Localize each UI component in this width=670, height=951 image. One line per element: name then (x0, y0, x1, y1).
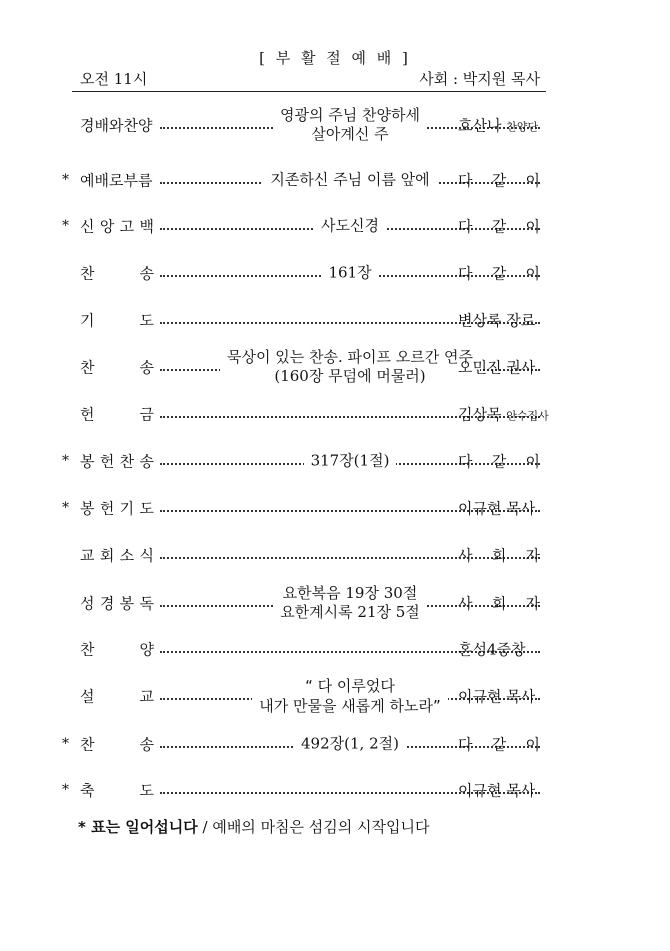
item-label-char: 신 (80, 217, 95, 236)
item-performer (458, 357, 540, 378)
performer-char: 회 (491, 546, 507, 565)
order-item (0, 160, 670, 200)
presider: 사회 : 박지원 목사 (419, 70, 540, 88)
footnote (78, 816, 430, 837)
item-label-char: 백 (139, 217, 154, 236)
performer-char: 같 (491, 171, 507, 190)
item-label-char: 송 (139, 264, 154, 283)
item-label-char: 성 (80, 594, 95, 613)
item-label-char: 봉 (80, 452, 95, 471)
item-label (80, 686, 154, 707)
item-label-char: 찬 (80, 735, 95, 754)
performer-name: 이규현 목사 (458, 499, 536, 518)
performer-char: 다 (458, 264, 473, 283)
item-label-char: 독 (139, 594, 154, 613)
performer-char: 이 (525, 735, 540, 754)
content-line: 영광의 주님 찬양하세 (280, 106, 420, 124)
item-label-char: 기 (119, 499, 135, 518)
order-item (0, 535, 670, 575)
order-item (0, 347, 670, 387)
order-item (0, 629, 670, 669)
item-label (80, 639, 154, 660)
item-label-char: 송 (139, 358, 154, 377)
content-line: 317장(1절) (310, 451, 390, 470)
item-label-char: 송 (139, 735, 154, 754)
item-label-char: 도 (139, 781, 154, 800)
item-label-char: 찬 (80, 264, 95, 283)
performer-char: 이 (525, 452, 540, 471)
item-label-char: 찬 (119, 452, 135, 471)
performer-name: 김상목 (458, 405, 502, 424)
performer-char: 같 (491, 217, 507, 236)
item-performer (458, 216, 540, 237)
performer-char: 사 (458, 594, 473, 613)
item-label-char: 앙 (99, 217, 115, 236)
content-line: “ 다 이루었다 (305, 677, 395, 695)
item-label-char: 찬 (80, 640, 95, 659)
item-label-char: 소 (119, 546, 135, 565)
item-label (80, 404, 154, 425)
performer-char: 자 (525, 594, 540, 613)
performer-role: 안수집사 (506, 409, 549, 423)
item-label: 예배로부름 (80, 171, 153, 190)
order-item (0, 583, 670, 623)
footnote-standing: * 표는 일어섭니다 (78, 818, 198, 836)
item-label-char: 교 (139, 687, 154, 706)
item-label (80, 498, 154, 519)
item-label-char: 고 (119, 217, 135, 236)
performer-char: 다 (458, 217, 473, 236)
item-label-char: 설 (80, 687, 95, 706)
item-performer (458, 498, 540, 519)
item-label-char: 헌 (80, 405, 95, 424)
footnote-text: / 예배의 마침은 섬김의 시작입니다 (197, 818, 430, 836)
item-performer (458, 593, 540, 614)
item-performer (458, 404, 549, 425)
performer-name: 이규현 목사 (458, 781, 536, 800)
performer-char: 사 (458, 546, 473, 565)
order-item (0, 105, 670, 145)
item-performer (458, 115, 540, 136)
item-label (80, 451, 154, 472)
performer-name: 변상록 장로 (458, 311, 536, 330)
performer-name: 오민진 권사 (458, 358, 536, 377)
item-label: 경배와찬양 (80, 116, 153, 135)
item-performer (458, 780, 540, 801)
order-item (0, 300, 670, 340)
content-line: 사도신경 (321, 216, 379, 235)
content-line: 지존하신 주님 이름 앞에 (270, 170, 430, 189)
performer-char: 자 (525, 546, 540, 565)
performer-char: 이 (525, 264, 540, 283)
standing-mark: * (62, 453, 69, 469)
performer-name: 혼성4중창 (458, 640, 526, 659)
performer-char: 이 (525, 171, 540, 190)
order-item (0, 253, 670, 293)
item-label-char: 경 (99, 594, 115, 613)
order-item (0, 724, 670, 764)
performer-name: 이규현 목사 (458, 687, 536, 706)
performer-char: 같 (491, 735, 507, 754)
item-label-char: 금 (139, 405, 154, 424)
item-performer (458, 639, 540, 660)
item-label-char: 찬 (80, 358, 95, 377)
item-label-char: 양 (139, 640, 154, 659)
content-line: 요한복음 19장 30절 (282, 584, 418, 602)
content-line: 묵상이 있는 찬송. 파이프 오르간 연주 (227, 348, 473, 366)
performer-char: 다 (458, 452, 473, 471)
performer-char: 다 (458, 735, 473, 754)
item-performer (458, 170, 540, 191)
item-label-char: 도 (139, 499, 154, 518)
item-label-char: 헌 (99, 499, 115, 518)
item-label-char: 도 (139, 311, 154, 330)
item-performer (458, 451, 540, 472)
standing-mark: * (62, 218, 69, 234)
standing-mark: * (62, 736, 69, 752)
item-label (80, 734, 154, 755)
order-item (0, 770, 670, 810)
performer-char: 다 (458, 171, 473, 190)
header-divider (72, 91, 546, 92)
item-label-char: 교 (80, 546, 95, 565)
content-line: 요한계시록 21장 5절 (280, 603, 420, 621)
item-label-char: 송 (139, 452, 154, 471)
item-performer (458, 734, 540, 755)
performer-char: 같 (491, 452, 507, 471)
order-item (0, 488, 670, 528)
item-performer (458, 310, 540, 331)
performer-char: 같 (491, 264, 507, 283)
item-label-char: 헌 (99, 452, 115, 471)
item-label (80, 545, 154, 566)
item-label (80, 263, 154, 284)
performer-name: 호산나 (458, 116, 502, 135)
order-item (0, 206, 670, 246)
service-time: 오전 11시 (80, 70, 148, 88)
order-item (0, 441, 670, 481)
item-performer (458, 686, 540, 707)
order-item (0, 394, 670, 434)
performer-char: 이 (525, 217, 540, 236)
order-item (0, 676, 670, 716)
standing-mark: * (62, 500, 69, 516)
item-performer (458, 263, 540, 284)
item-label-char: 기 (80, 311, 95, 330)
content-line: 492장(1, 2절) (301, 734, 399, 753)
item-label-char: 봉 (119, 594, 135, 613)
performer-role: 찬양단 (506, 120, 539, 134)
item-label (80, 780, 154, 801)
item-label (80, 310, 154, 331)
item-label-char: 축 (80, 781, 95, 800)
item-label-char: 봉 (80, 499, 95, 518)
item-label (80, 593, 154, 614)
standing-mark: * (62, 782, 69, 798)
standing-mark: * (62, 172, 69, 188)
item-label (80, 216, 154, 237)
content-line: (160장 무덤에 머물러) (274, 367, 426, 385)
item-label-char: 식 (139, 546, 154, 565)
page-title: [ 부 활 절 예 배 ] (259, 49, 411, 67)
item-label (80, 357, 154, 378)
performer-char: 회 (491, 594, 507, 613)
item-performer (458, 545, 540, 566)
content-line: 161장 (328, 263, 372, 282)
item-label-char: 회 (99, 546, 115, 565)
content-line: 살아계신 주 (311, 125, 389, 143)
content-line: 내가 만물을 새롭게 하노라” (259, 697, 441, 715)
